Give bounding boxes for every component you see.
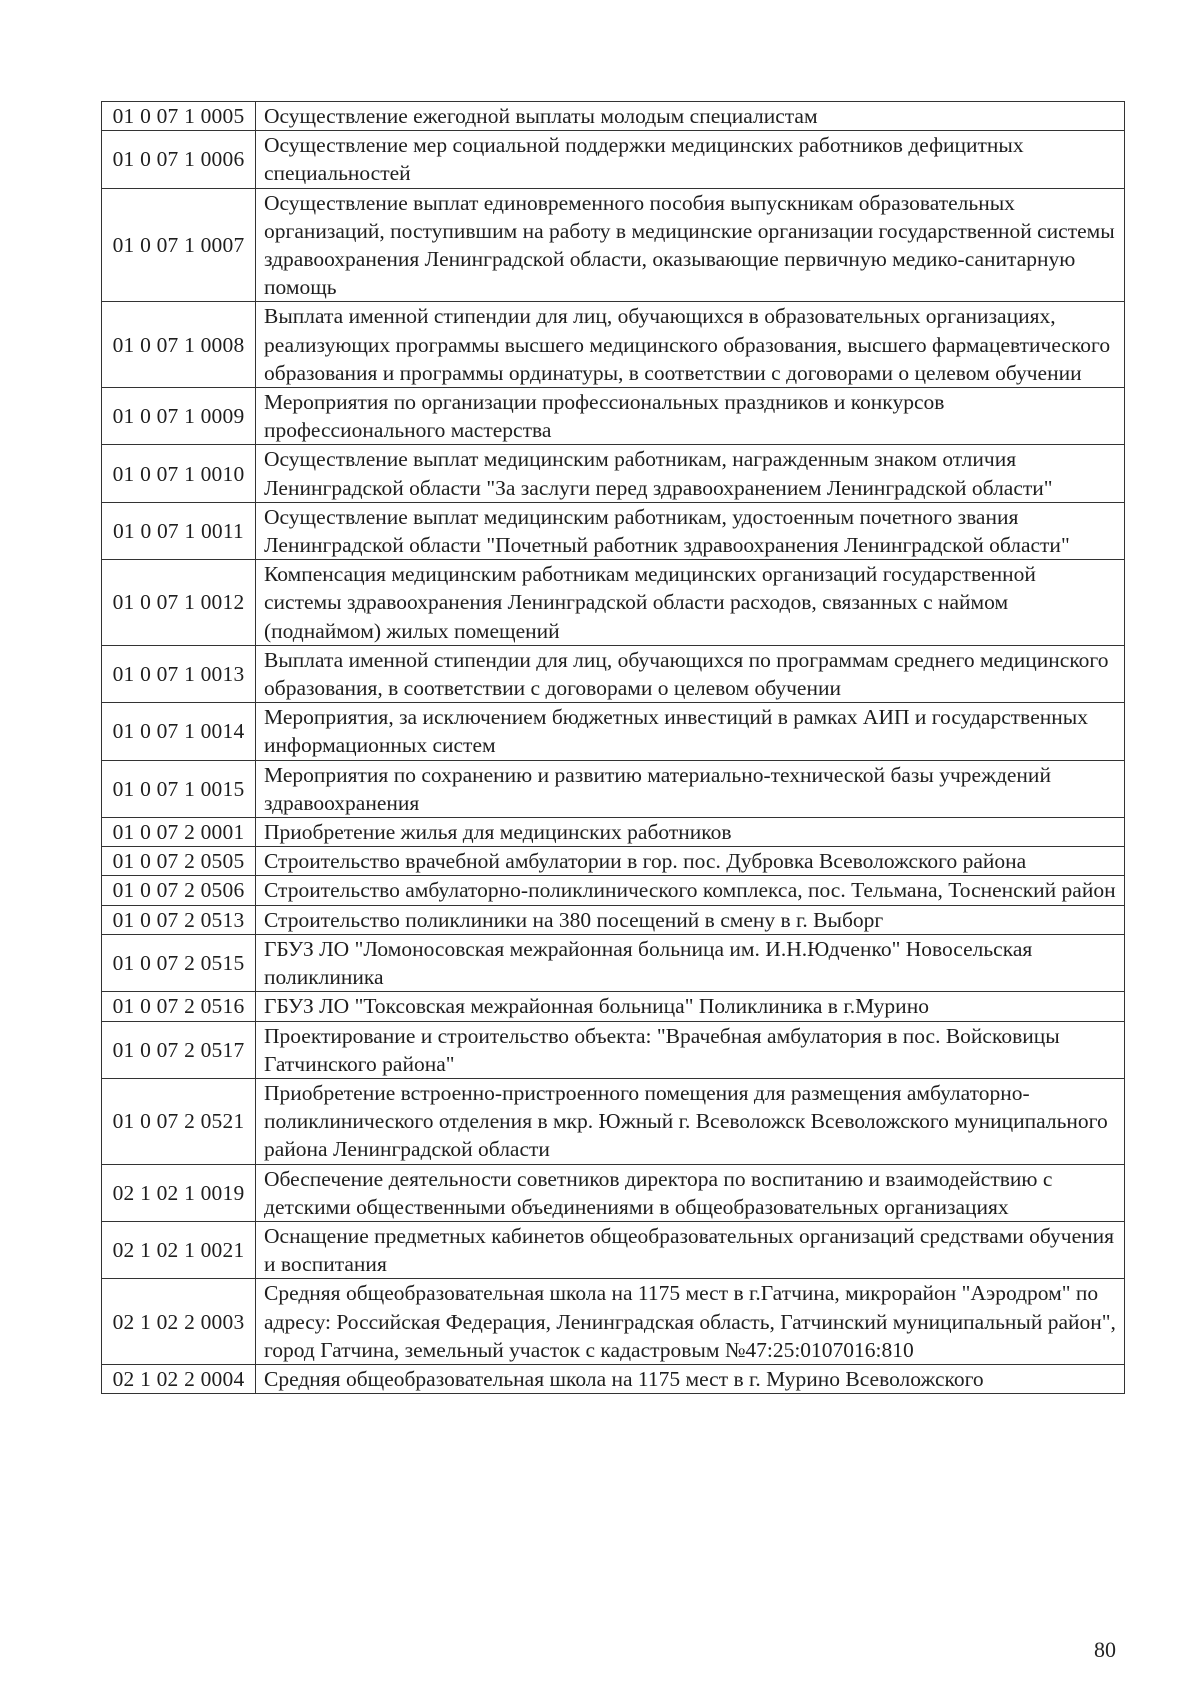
row-code: 01 0 07 1 0008 (102, 302, 256, 388)
row-description: Выплата именной стипендии для лиц, обучающихся по программам среднего медицинского образования, в соответствии с договорами о целевом обучении (256, 645, 1125, 702)
table-row (102, 645, 1125, 702)
row-description: Приобретение жилья для медицинских работников (256, 818, 1125, 847)
table-row (102, 818, 1125, 847)
row-code: 01 0 07 2 0517 (102, 1021, 256, 1078)
row-description: Строительство врачебной амбулатории в гор. пос. Дубровка Всеволожского района (256, 847, 1125, 876)
table-body (102, 102, 1125, 1394)
row-description: Выплата именной стипендии для лиц, обучающихся в образовательных организациях, реализующих программы высшего медицинского образования, высшего фармацевтического образования и программы ординатуры, в соответствии с договорами о целевом обучении (256, 302, 1125, 388)
row-description: Мероприятия по сохранению и развитию материально-технической базы учреждений здравоохранения (256, 760, 1125, 817)
table-row (102, 1279, 1125, 1365)
page-number: 80 (1094, 1637, 1116, 1662)
table-row (102, 102, 1125, 131)
row-code: 01 0 07 2 0521 (102, 1078, 256, 1164)
row-code: 02 1 02 2 0003 (102, 1279, 256, 1365)
table-row (102, 1078, 1125, 1164)
row-code: 01 0 07 1 0015 (102, 760, 256, 817)
table-row (102, 1164, 1125, 1221)
row-description: Осуществление ежегодной выплаты молодым специалистам (256, 102, 1125, 131)
table-row (102, 760, 1125, 817)
row-description: Мероприятия, за исключением бюджетных инвестиций в рамках АИП и государственных информационных систем (256, 703, 1125, 760)
budget-codes-table (101, 101, 1125, 1394)
row-code: 01 0 07 1 0010 (102, 445, 256, 502)
row-description: Осуществление выплат единовременного пособия выпускникам образовательных организаций, поступившим на работу в медицинские организации государственной системы здравоохранения Ленинградской области, оказывающие первичную медико-санитарную помощь (256, 188, 1125, 302)
row-description: Средняя общеобразовательная школа на 1175 мест в г.Гатчина, микрорайон "Аэродром" по адресу: Российская Федерация, Ленинградская область, Гатчинский муниципальный район", город Гатчина, земельный участок с кадастровым №47:25:0107016:810 (256, 1279, 1125, 1365)
table-row (102, 302, 1125, 388)
row-code: 02 1 02 1 0021 (102, 1221, 256, 1278)
row-description: Строительство амбулаторно-поликлинического комплекса, пос. Тельмана, Тосненский район (256, 876, 1125, 905)
row-code: 01 0 07 1 0005 (102, 102, 256, 131)
row-code: 01 0 07 2 0513 (102, 905, 256, 934)
row-description: Средняя общеобразовательная школа на 1175 мест в г. Мурино Всеволожского (256, 1364, 1125, 1393)
row-description: Приобретение встроенно-пристроенного помещения для размещения амбулаторно-поликлинического отделения в мкр. Южный г. Всеволожск Всеволожского муниципального района Ленинградской области (256, 1078, 1125, 1164)
row-code: 01 0 07 1 0012 (102, 560, 256, 646)
row-description: Мероприятия по организации профессиональных праздников и конкурсов профессионального мастерства (256, 388, 1125, 445)
row-code: 01 0 07 2 0001 (102, 818, 256, 847)
row-code: 01 0 07 1 0006 (102, 131, 256, 188)
row-description: Осуществление выплат медицинским работникам, награжденным знаком отличия Ленинградской области "За заслуги перед здравоохранением Ленинградской области" (256, 445, 1125, 502)
table-row (102, 847, 1125, 876)
row-code: 01 0 07 2 0516 (102, 992, 256, 1021)
table-row (102, 502, 1125, 559)
row-description: Обеспечение деятельности советников директора по воспитанию и взаимодействию с детскими общественными объединениями в общеобразовательных организациях (256, 1164, 1125, 1221)
row-description: Компенсация медицинским работникам медицинских организаций государственной системы здравоохранения Ленинградской области расходов, связанных с наймом (поднаймом) жилых помещений (256, 560, 1125, 646)
row-code: 01 0 07 2 0506 (102, 876, 256, 905)
table-row (102, 1221, 1125, 1278)
table-row (102, 934, 1125, 991)
row-description: ГБУЗ ЛО "Ломоносовская межрайонная больница им. И.Н.Юдченко" Новосельская поликлиника (256, 934, 1125, 991)
row-code: 01 0 07 1 0009 (102, 388, 256, 445)
row-description: Строительство поликлиники на 380 посещений в смену в г. Выборг (256, 905, 1125, 934)
table-row (102, 1364, 1125, 1393)
table-row (102, 905, 1125, 934)
table-row (102, 388, 1125, 445)
row-code: 01 0 07 2 0505 (102, 847, 256, 876)
row-code: 01 0 07 1 0014 (102, 703, 256, 760)
row-description: Осуществление выплат медицинским работникам, удостоенным почетного звания Ленинградской области "Почетный работник здравоохранения Ленинградской области" (256, 502, 1125, 559)
row-code: 02 1 02 1 0019 (102, 1164, 256, 1221)
table-row (102, 560, 1125, 646)
row-code: 01 0 07 2 0515 (102, 934, 256, 991)
table-row (102, 992, 1125, 1021)
row-code: 01 0 07 1 0013 (102, 645, 256, 702)
table-row (102, 703, 1125, 760)
table-row (102, 445, 1125, 502)
row-description: Оснащение предметных кабинетов общеобразовательных организаций средствами обучения и воспитания (256, 1221, 1125, 1278)
row-code: 02 1 02 2 0004 (102, 1364, 256, 1393)
row-description: Осуществление мер социальной поддержки медицинских работников дефицитных специальностей (256, 131, 1125, 188)
table-row (102, 131, 1125, 188)
table-row (102, 876, 1125, 905)
row-code: 01 0 07 1 0007 (102, 188, 256, 302)
row-description: ГБУЗ ЛО "Токсовская межрайонная больница" Поликлиника в г.Мурино (256, 992, 1125, 1021)
row-description: Проектирование и строительство объекта: "Врачебная амбулатория в пос. Войсковицы Гатчинского района" (256, 1021, 1125, 1078)
table-row (102, 188, 1125, 302)
row-code: 01 0 07 1 0011 (102, 502, 256, 559)
table-row (102, 1021, 1125, 1078)
